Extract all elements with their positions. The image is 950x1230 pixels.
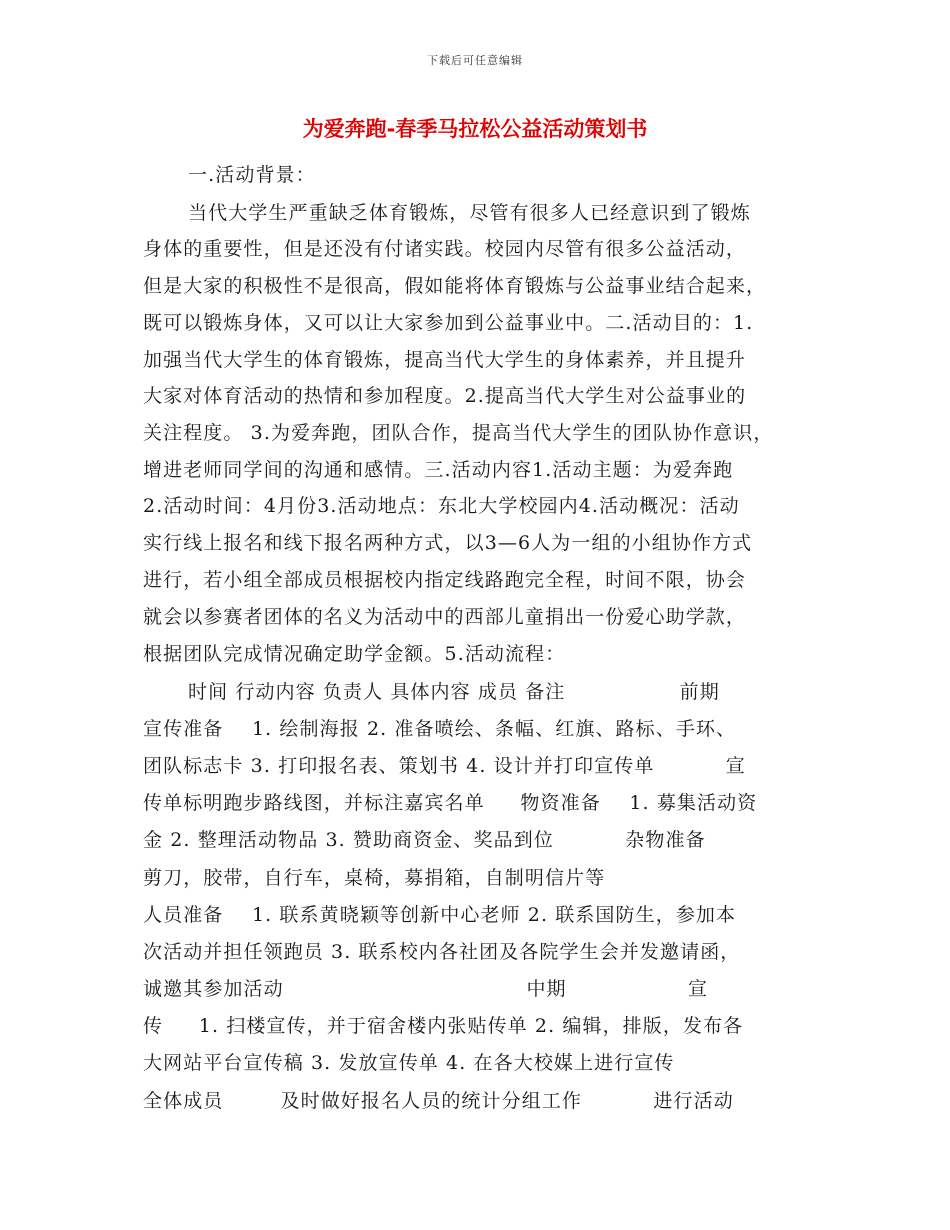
body-line: 时间 行动内容 负责人 具体内容 成员 备注 前期 [188,681,720,703]
body-line: 传单标明跑步路线图，并标注嘉宾名单 物资准备 1. 募集活动资 [143,792,758,814]
body-line: 但是大家的积极性不是很高，假如能将体育锻炼与公益事业结合起来， [143,275,767,297]
body-line: 人员准备 1. 联系黄晓颖等创新中心老师 2. 联系国防生，参加本 [143,904,737,926]
document-title: 为爱奔跑-春季马拉松公益活动策划书 [302,117,648,141]
body-line: 一.活动背景： [188,164,316,186]
body-line: 既可以锻炼身体，又可以让大家参加到公益事业中。二.活动目的：1. [143,312,754,334]
body-line: 就会以参赛者团体的名义为活动中的西部儿童捐出一份爱心助学款， [143,606,747,628]
body-line: 实行线上报名和线下报名两种方式，以3—6人为一组的小组协作方式 [143,532,753,554]
body-line: 当代大学生严重缺乏体育锻炼，尽管有很多人已经意识到了锻炼 [188,202,751,224]
body-line: 诚邀其参加活动 中期 宣 [143,978,709,1000]
body-line: 金 2. 整理活动物品 3. 赞助商资金、奖品到位 杂物准备 [143,829,706,851]
page-header-note: 下载后可任意编辑 [427,54,523,67]
body-line: 传 1. 扫楼宣传，并于宿舍楼内张贴传单 2. 编辑，排版，发布各 [143,1015,744,1037]
body-line: 进行，若小组全部成员根据校内指定线路跑完全程，时间不限，协会 [143,569,747,591]
body-line: 增进老师同学间的沟通和感情。三.活动内容1.活动主题：为爱奔跑 [143,459,734,481]
body-line: 2.活动时间：4月份3.活动地点：东北大学校园内4.活动概况：活动 [143,495,740,517]
body-line: 根据团队完成情况确定助学金额。5.活动流程： [143,643,566,665]
body-line: 关注程度。 3.为爱奔跑，团队合作，提高当代大学生的团队协作意识， [143,422,774,444]
body-line: 加强当代大学生的体育锻炼，提高当代大学生的身体素养，并且提升 [143,349,747,371]
body-line: 宣传准备 1. 绘制海报 2. 准备喷绘、条幅、红旗、路标、手环、 [143,718,737,740]
body-line: 剪刀，胶带，自行车，桌椅，募捐箱，自制明信片等 [143,867,606,889]
body-line: 身体的重要性，但是还没有付诸实践。校园内尽管有很多公益活动， [143,238,747,260]
body-line: 团队标志卡 3. 打印报名表、策划书 4. 设计并打印宣传单 宣 [143,755,746,777]
body-line: 大网站平台宣传稿 3. 发放宣传单 4. 在各大校媒上进行宣传 [143,1052,675,1074]
body-line: 次活动并担任领跑员 3. 联系校内各社团及各院学生会并发邀请函， [143,941,741,963]
body-line: 大家对体育活动的热情和参加程度。2.提高当代大学生对公益事业的 [143,385,747,407]
body-line: 全体成员 及时做好报名人员的统计分组工作 进行活动 [143,1090,734,1112]
